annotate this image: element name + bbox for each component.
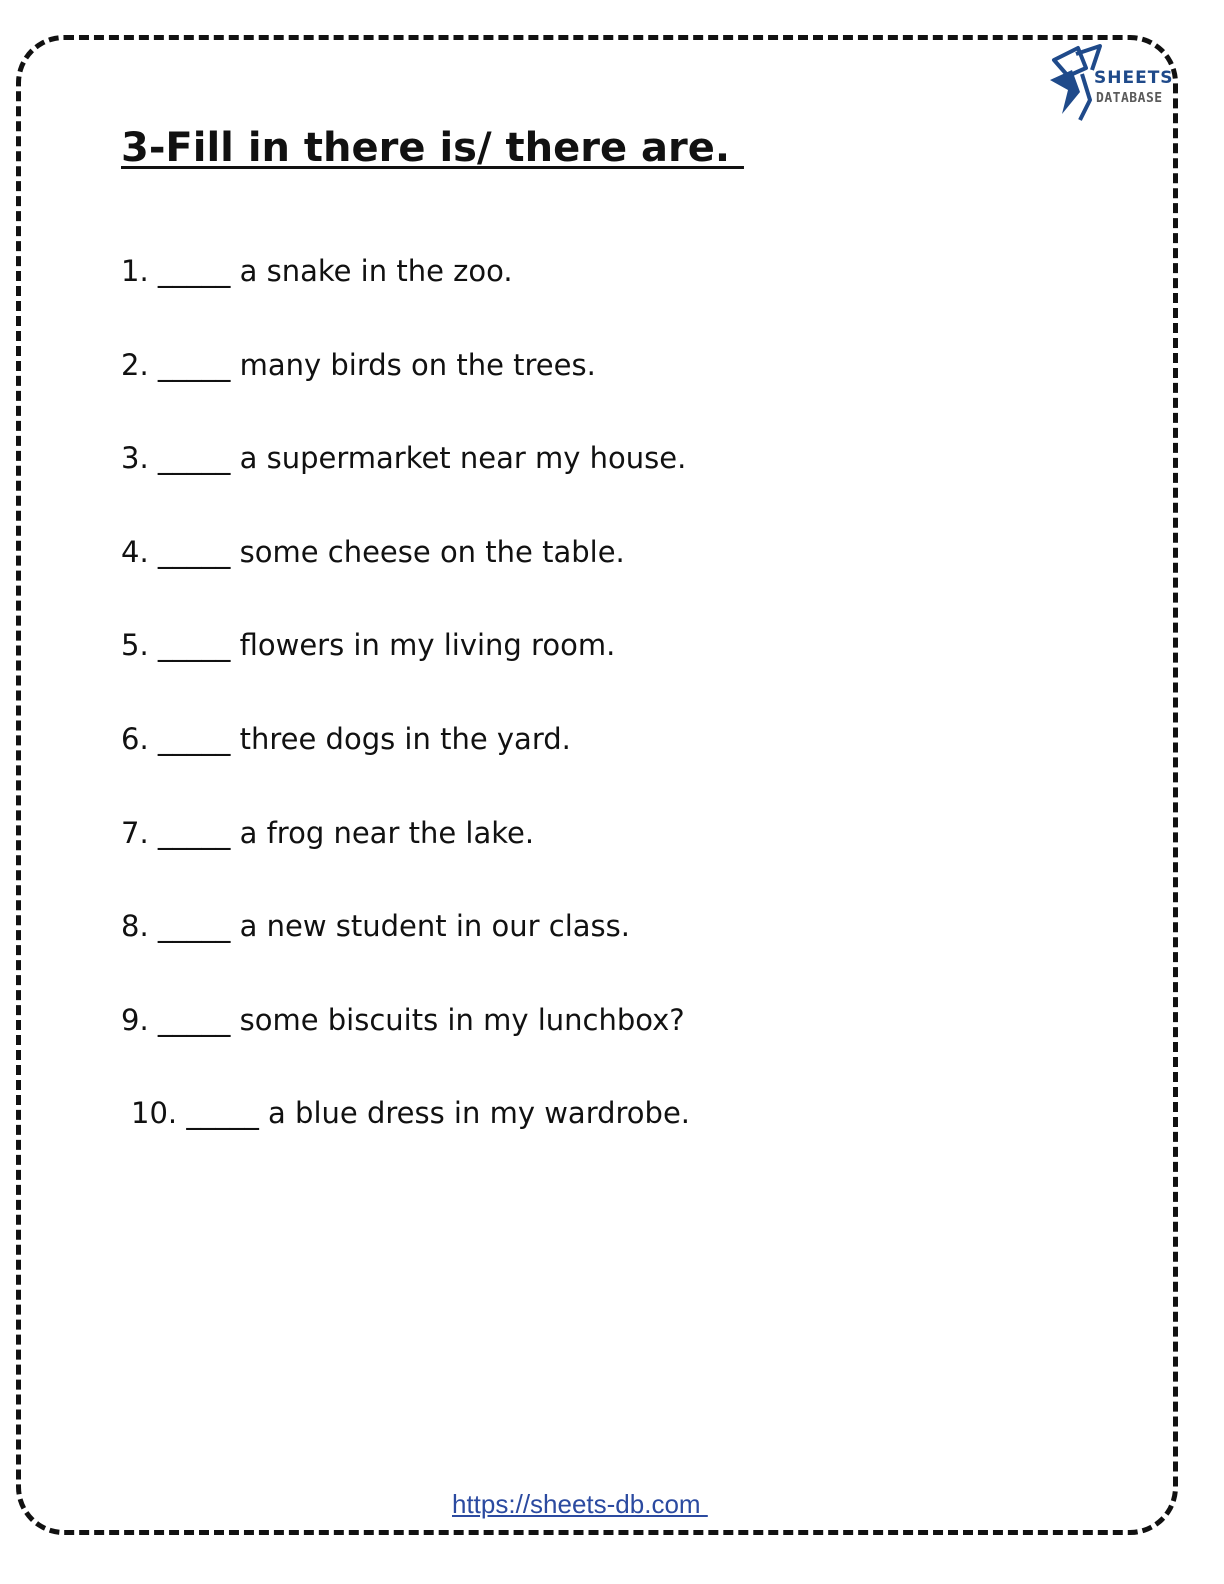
sheets-database-logo	[1046, 40, 1174, 124]
question-7: 7. _____ a frog near the lake.	[121, 815, 535, 850]
worksheet-title: 3-Fill in there is/ there are.	[121, 125, 744, 171]
question-6: 6. _____ three dogs in the yard.	[121, 721, 571, 756]
question-8: 8. _____ a new student in our class.	[121, 909, 630, 944]
question-1: 1. _____ a snake in the zoo.	[121, 254, 513, 288]
question-5: 5. _____ flowers in my living room.	[121, 628, 616, 663]
question-10: 10. _____ a blue dress in my wardrobe.	[131, 1096, 691, 1131]
question-3: 3. _____ a supermarket near my house.	[121, 441, 687, 476]
question-4: 4. _____ some cheese on the table.	[121, 534, 625, 569]
logo-text-sheets: SHEETS	[1094, 68, 1174, 88]
question-2: 2. _____ many birds on the trees.	[121, 347, 596, 382]
question-9: 9. _____ some biscuits in my lunchbox?	[121, 1002, 685, 1037]
question-list	[121, 251, 690, 1187]
logo-text-database: DATABASE	[1096, 91, 1163, 106]
website-link[interactable]: https://sheets-db.com	[452, 1489, 708, 1519]
